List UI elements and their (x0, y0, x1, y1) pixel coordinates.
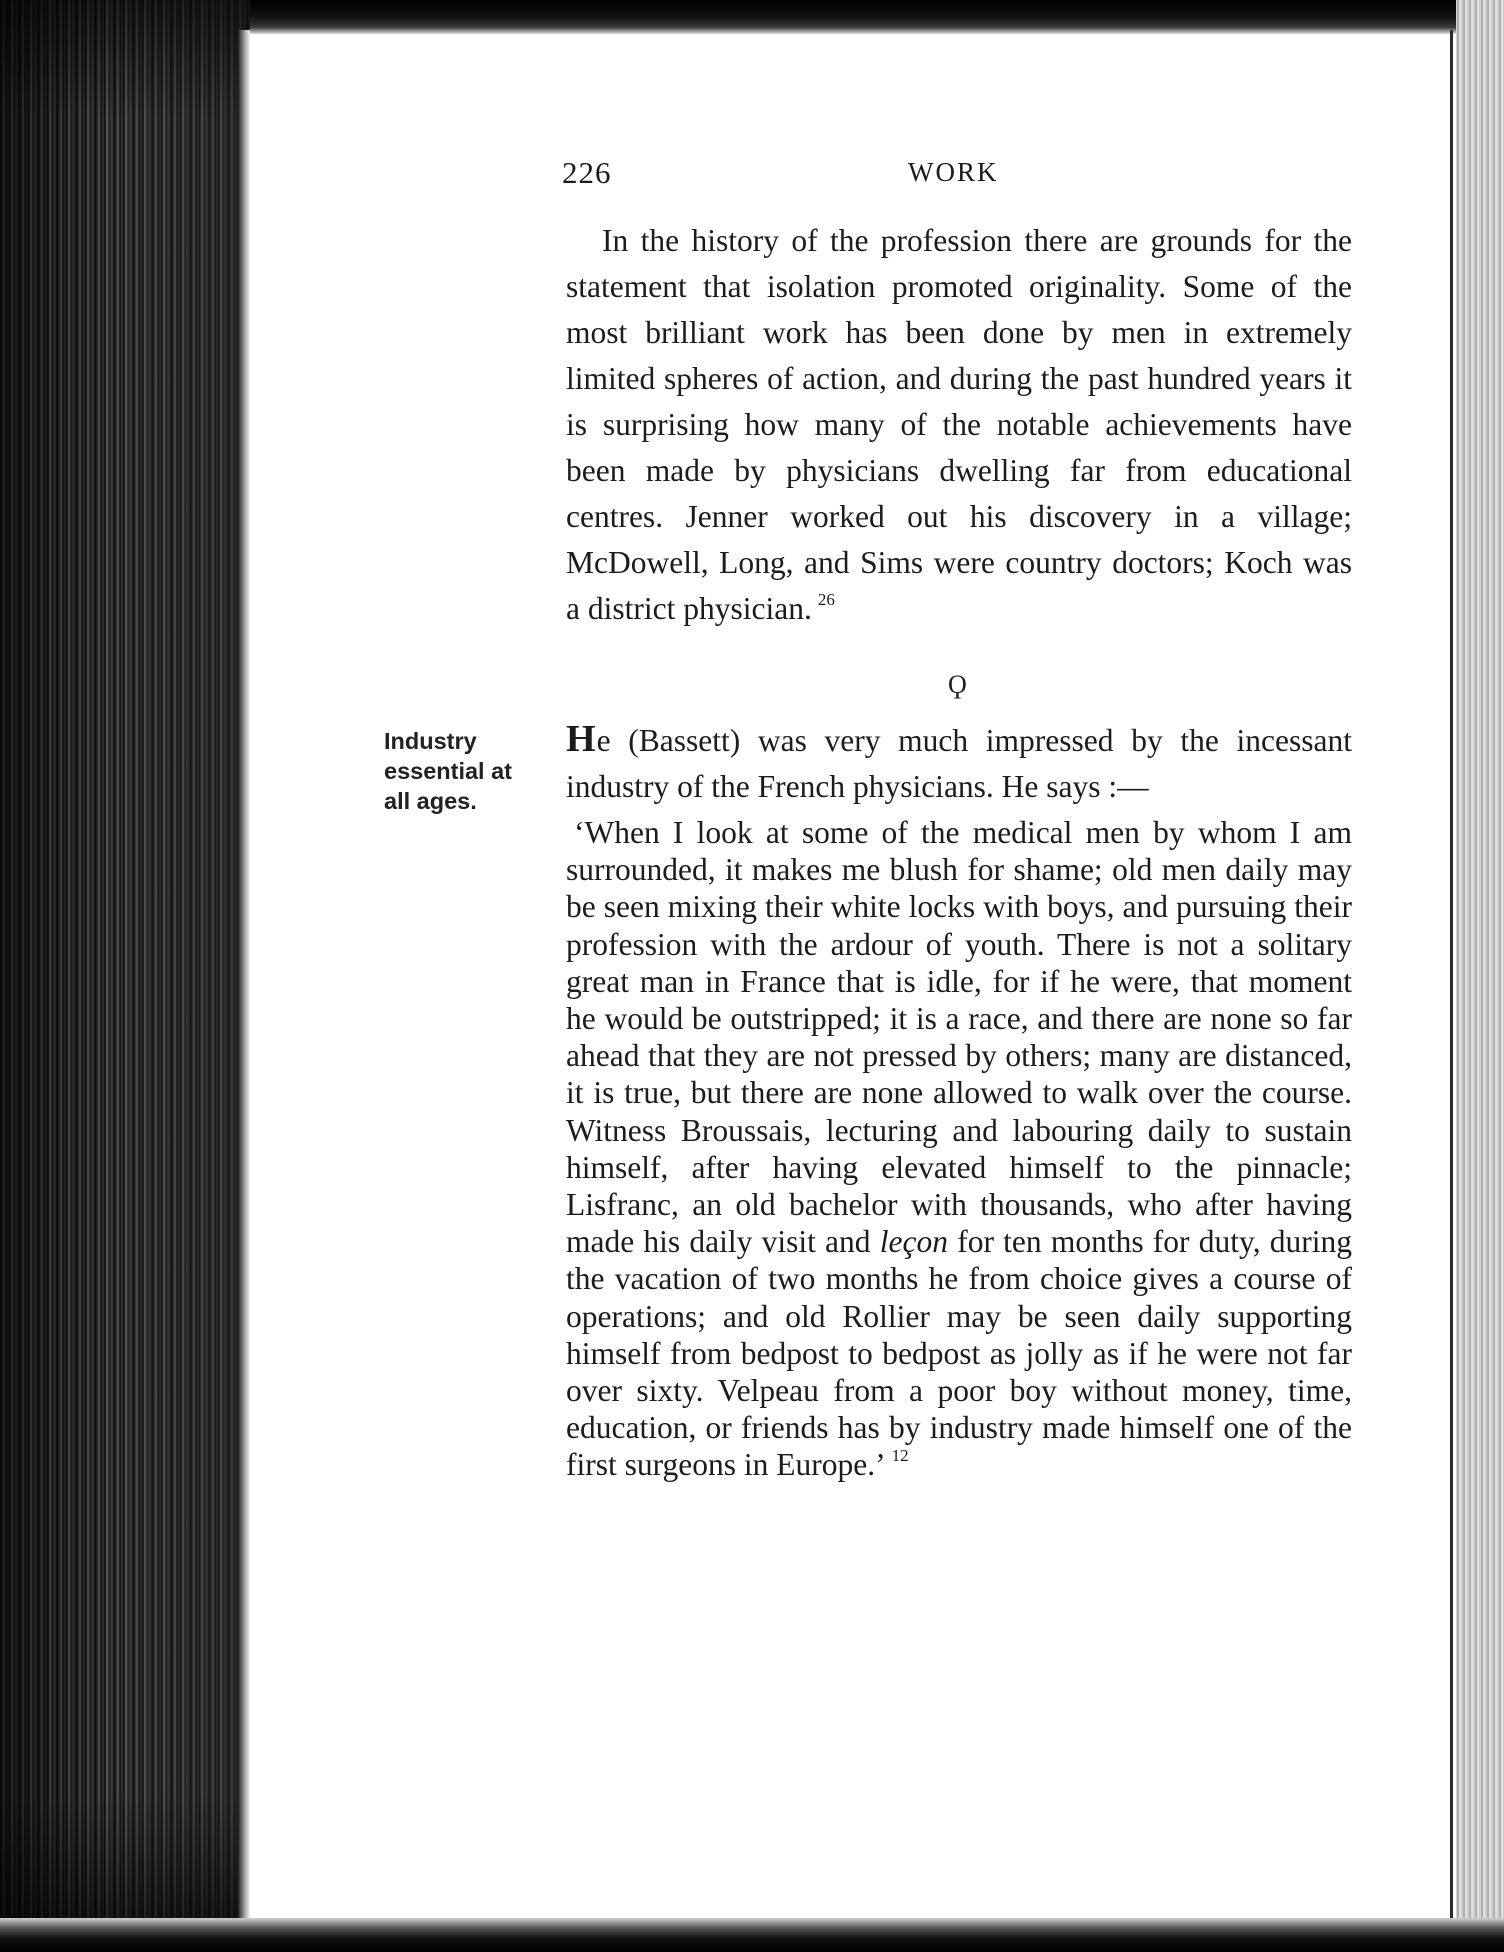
italic-word: leçon (879, 1224, 948, 1260)
book-spine-gutter (1450, 30, 1453, 1920)
drop-cap: H (566, 718, 597, 760)
facing-page-edge (1456, 0, 1504, 1952)
paragraph-isolation (566, 218, 1352, 632)
book-fore-edge-shading (0, 0, 250, 1952)
running-title: WORK (908, 157, 999, 187)
page-number: 226 (562, 155, 612, 190)
running-head (562, 155, 1362, 195)
section-ornament: Ϙ (948, 670, 967, 699)
block-quote (566, 814, 1352, 1484)
marginal-sidenote: Industry essential at all ages. (384, 728, 513, 814)
quote-text-part-1: ‘When I look at some of the medical men by whom I am surrounded, it makes me blush for shame; old men daily may be seen mixing their white locks with boys, and pursuing their profession with the ardour of youth. There is not a solitary great man in France that is idle, for if he were, that moment he would be outstripped; it is a race, and there are none so far ahead that they are not pressed by others; many are distanced, it is true, but there are none allowed to walk over the course. Witness Broussais, lecturing and labouring daily to sustain himself, after having elevated himself to the pinnacle; Lisfranc, an old bachelor with thousands, who after having made his daily visit and (566, 815, 1352, 1260)
book-bottom-edge (0, 1918, 1504, 1952)
footnote-reference: 12 (891, 1446, 909, 1466)
page-left-border (238, 30, 250, 1930)
paragraph-text: In the history of the profession there are grounds for the statement that isolation promoted originality. Some of the most brilliant work has been done by men in extremely limited spheres of action, and during the past hundred years it is surprising how many of the notable achievements have been made by physicians dwelling far from educational centres. Jenner worked out his discovery in a village; McDowell, Long, and Sims were country doctors; Koch was a district physician. (566, 223, 1352, 626)
paragraph-bassett (566, 716, 1352, 810)
footnote-reference: 26 (817, 590, 835, 609)
quote-text-part-2: for ten months for duty, during the vacation of two months he from choice gives a course of operations; and old Rollier may be seen daily supporting himself from bedpost to bedpost as jolly as if he were not far over sixty. Velpeau from a poor boy without money, time, education, or friends has by industry made himself one of the first surgeons in Europe.’ (566, 1224, 1353, 1483)
paragraph-text: e (Bassett) was very much impressed by the incessant industry of the French physicians. He says :— (566, 723, 1352, 804)
